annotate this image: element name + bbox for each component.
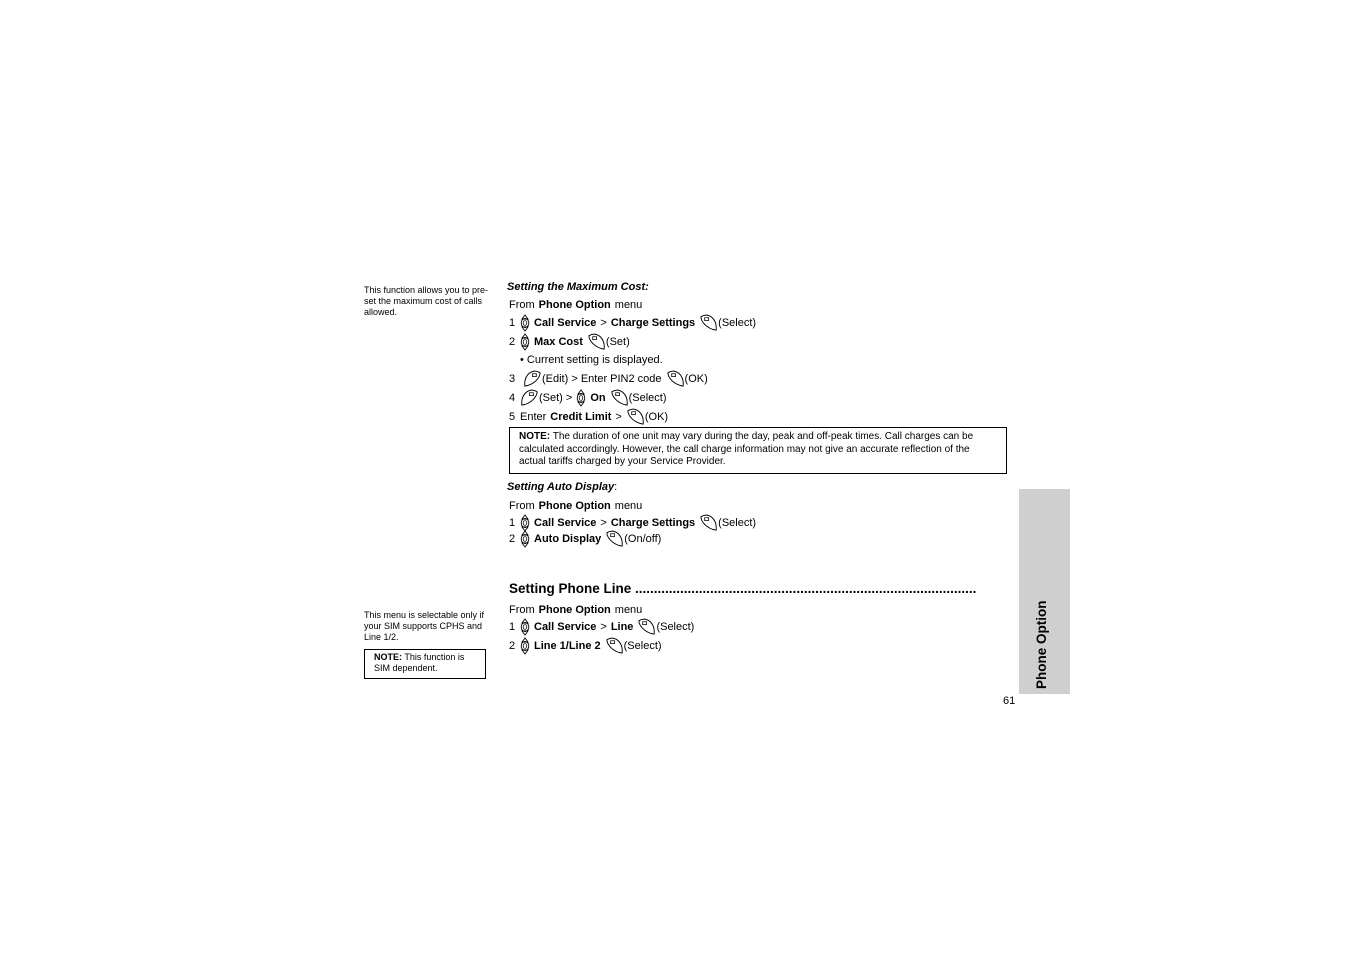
- phone-line-title-row: [509, 581, 1004, 596]
- from-prefix: From: [509, 299, 535, 311]
- step-number: 1: [509, 316, 516, 329]
- step-action: (Select): [718, 316, 757, 329]
- auto-display-heading-colon: :: [614, 481, 618, 493]
- step-action: (On/off): [624, 532, 662, 545]
- step-action: (OK): [644, 410, 669, 423]
- right-softkey-icon: [637, 617, 656, 636]
- phone-line-step-1: [509, 617, 694, 636]
- right-softkey-icon: [666, 369, 685, 388]
- max-cost-step-1: [509, 313, 756, 332]
- max-cost-step-4: [509, 388, 667, 407]
- right-softkey-icon: [605, 529, 624, 548]
- note-text: The duration of one unit may vary during the day, peak and off-peak times. Call charges can be calculated accordingly. However, the call charge information may not give an accurate reflection of the actual tariffs charged by your Service Provider.: [519, 431, 974, 467]
- step-number: 2: [509, 335, 516, 348]
- step-action: (Select): [623, 639, 662, 652]
- right-softkey-icon: [610, 388, 629, 407]
- step-action: (Set): [605, 335, 630, 348]
- phone-line-from-line: [509, 603, 642, 617]
- step-item: Line: [610, 620, 634, 633]
- left-softkey-icon: [523, 369, 542, 388]
- sidenote-note-text: This function is SIM dependent.: [374, 652, 465, 673]
- step-action: (Select): [718, 516, 757, 529]
- step-number: 1: [509, 516, 516, 529]
- phone-line-step-2: [509, 636, 662, 655]
- from-menu: Phone Option: [538, 500, 611, 512]
- step-item: (Edit) > Enter PIN2 code: [542, 372, 662, 385]
- step-separator: >: [600, 316, 607, 329]
- from-prefix: From: [509, 604, 535, 616]
- step-separator: >: [600, 620, 607, 633]
- step-item: Call Service: [534, 620, 597, 633]
- step-item: Call Service: [534, 316, 597, 329]
- nav-key-icon: [520, 314, 530, 332]
- sidenote-max-cost: This function allows you to pre-set the maximum cost of calls allowed.: [364, 285, 489, 317]
- auto-display-heading-text: Setting Auto Display: [507, 481, 615, 493]
- right-softkey-icon: [626, 407, 645, 426]
- side-tab-label: Phone Option: [1034, 600, 1049, 689]
- nav-key-icon: [520, 333, 530, 351]
- nav-key-icon: [520, 637, 530, 655]
- step-item: On: [590, 391, 606, 404]
- page-number: 61: [1003, 695, 1016, 707]
- max-cost-bullet: • Current setting is displayed.: [520, 354, 663, 366]
- step-action: (Select): [656, 620, 695, 633]
- nav-key-icon: [576, 389, 586, 407]
- right-softkey-icon: [587, 332, 606, 351]
- nav-key-icon: [520, 530, 530, 548]
- step-item: Charge Settings: [610, 316, 696, 329]
- max-cost-step-5: [509, 407, 668, 426]
- step-item: Max Cost: [534, 335, 583, 348]
- step-separator: >: [615, 410, 622, 423]
- note-label: NOTE:: [519, 431, 551, 442]
- max-cost-note: [509, 427, 1007, 474]
- step-number: 1: [509, 620, 516, 633]
- max-cost-from-line: [509, 298, 642, 312]
- auto-display-from-line: [509, 499, 642, 513]
- from-prefix: From: [509, 500, 535, 512]
- side-tab: [1019, 489, 1070, 694]
- sidenote-sim-note: [364, 649, 486, 679]
- step-action: (Select): [628, 391, 667, 404]
- max-cost-step-3: [509, 369, 708, 388]
- step-number: 2: [509, 639, 516, 652]
- auto-display-step-2: [509, 529, 661, 548]
- step-action: (OK): [684, 372, 708, 385]
- step-number: 5: [509, 410, 516, 423]
- step-item: Call Service: [534, 516, 597, 529]
- step-number: 3: [509, 372, 516, 385]
- phone-line-title: Setting Phone Line: [509, 581, 632, 596]
- nav-key-icon: [520, 618, 530, 636]
- step-item: (Set) >: [539, 391, 573, 404]
- step-item: Line 1/Line 2: [534, 639, 601, 652]
- sidenote-phone-line: This menu is selectable only if your SIM supports CPHS and Line 1/2.: [364, 610, 485, 642]
- from-suffix: menu: [614, 299, 643, 311]
- step-item: Auto Display: [534, 532, 602, 545]
- auto-display-heading: [507, 481, 617, 493]
- right-softkey-icon: [605, 636, 624, 655]
- step-item: Credit Limit: [550, 410, 612, 423]
- step-separator: >: [600, 516, 607, 529]
- sidenote-note-label: NOTE:: [374, 652, 402, 662]
- from-menu: Phone Option: [538, 604, 611, 616]
- step-number: 2: [509, 532, 516, 545]
- step-number: 4: [509, 391, 516, 404]
- max-cost-heading: Setting the Maximum Cost:: [507, 281, 649, 293]
- step-item: Charge Settings: [610, 516, 696, 529]
- from-suffix: menu: [614, 500, 643, 512]
- title-leader: ...........................................................................................: [635, 581, 977, 596]
- from-suffix: menu: [614, 604, 643, 616]
- max-cost-step-2: [509, 332, 630, 351]
- left-softkey-icon: [520, 388, 539, 407]
- from-menu: Phone Option: [538, 299, 611, 311]
- step-item: Enter: [520, 410, 547, 423]
- right-softkey-icon: [699, 513, 718, 532]
- right-softkey-icon: [699, 313, 718, 332]
